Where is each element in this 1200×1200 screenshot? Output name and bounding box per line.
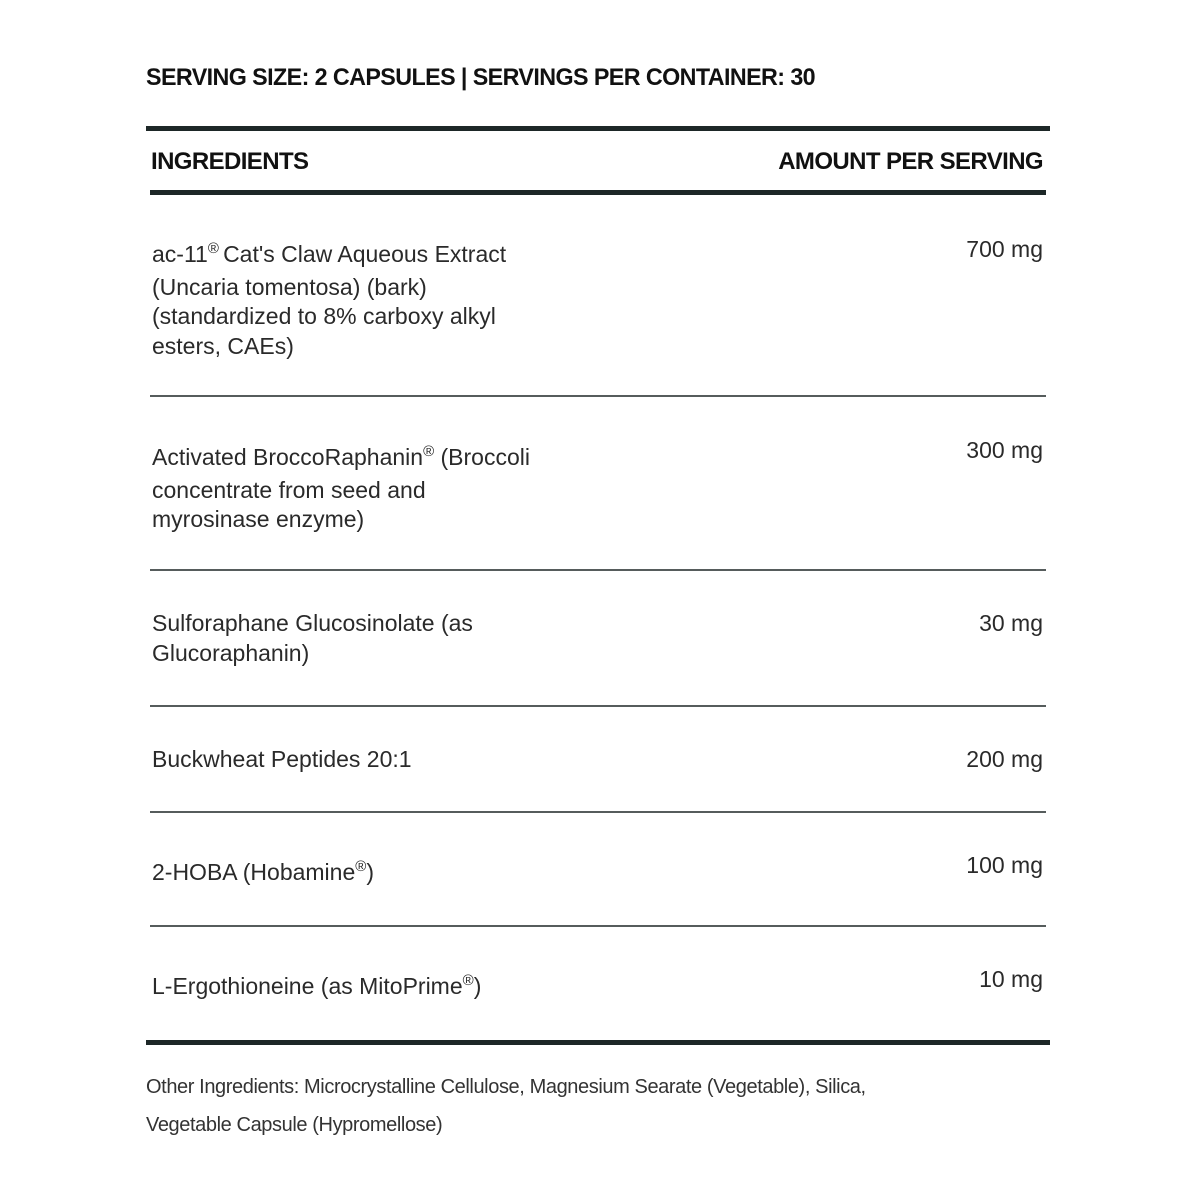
other-ingredients: Other Ingredients: Microcrystalline Cellulose, Magnesium Searate (Vegetable), Silica, Vegetable Capsule (Hypromellose) [146, 1076, 866, 1136]
row-divider [150, 925, 1046, 927]
serving-info: SERVING SIZE: 2 CAPSULES | SERVINGS PER CONTAINER: 30 [146, 64, 816, 91]
ingredient-row-4-amount: 200 mg [966, 746, 1043, 772]
ingredient-row-2-amount: 300 mg [966, 437, 1043, 463]
ingredient-row-3-amount: 30 mg [979, 610, 1043, 636]
bottom-rule [146, 1040, 1050, 1045]
ingredient-row-2-name: Activated BroccoRaphanin® (Broccoli concentrate from seed and myrosinase enzyme) [152, 443, 530, 532]
row-divider [150, 811, 1046, 813]
row-divider [150, 395, 1046, 397]
ingredient-row-5-name: 2-HOBA (Hobamine®) [152, 858, 374, 885]
ingredients-header: INGREDIENTS [151, 148, 309, 175]
ingredient-row-3-name: Sulforaphane Glucosinolate (as Glucoraphanin) [152, 610, 473, 666]
top-rule [146, 126, 1050, 131]
amount-header: AMOUNT PER SERVING [778, 148, 1043, 175]
ingredient-row-6-amount: 10 mg [979, 966, 1043, 992]
ingredient-row-5-amount: 100 mg [966, 852, 1043, 878]
ingredient-row-1-name: ac-11® Cat's Claw Aqueous Extract (Uncaria tomentosa) (bark) (standardized to 8% carboxy alkyl esters, CAEs) [152, 240, 507, 359]
ingredient-row-4-name: Buckwheat Peptides 20:1 [152, 746, 412, 772]
ingredient-row-6-name: L-Ergothioneine (as MitoPrime®) [152, 972, 482, 999]
ingredient-row-1-amount: 700 mg [966, 236, 1043, 262]
header-rule [150, 190, 1046, 195]
row-divider [150, 705, 1046, 707]
row-divider [150, 569, 1046, 571]
